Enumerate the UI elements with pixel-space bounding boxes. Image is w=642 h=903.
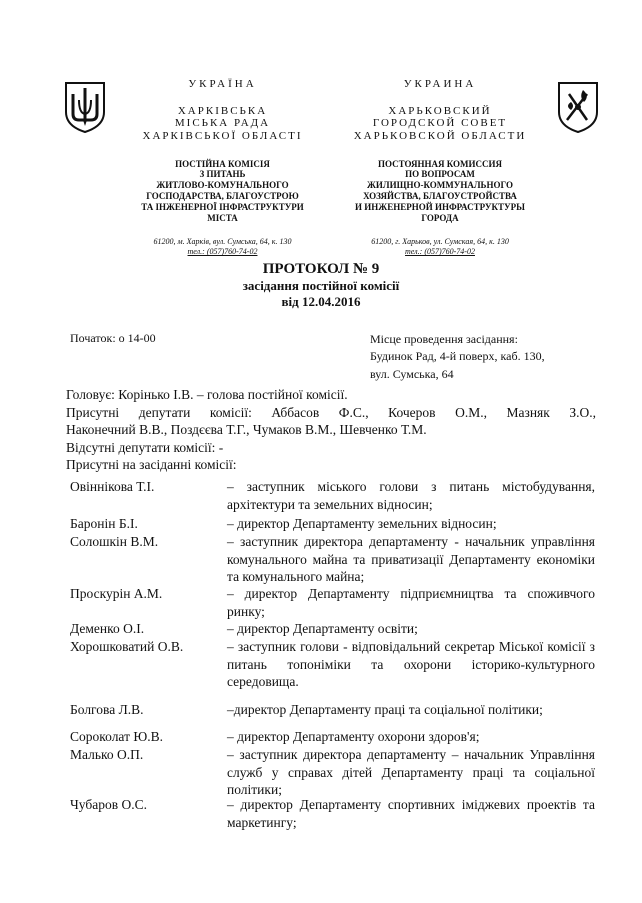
- absent-deputies-line: Відсутні депутати комісії: -: [66, 439, 224, 455]
- place-line: вул. Сумська, 64: [370, 366, 454, 381]
- country-name-ru: УКРАИНА: [403, 78, 477, 90]
- commission-line: З ПИТАНЬ: [199, 169, 246, 180]
- attendee-name: Баронін Б.І.: [70, 516, 138, 531]
- attendee-name: Хорошковатий О.В.: [70, 639, 184, 654]
- council-line: ХАРКІВСЬКА: [177, 104, 268, 117]
- commission-name-uk: [100, 159, 345, 224]
- attendee-name: Болгова Л.В.: [70, 702, 144, 717]
- attendee-name: Малько О.П.: [70, 747, 144, 762]
- meeting-date: від 12.04.2016: [281, 293, 361, 309]
- commission-line: ЖИТЛОВО-КОМУНАЛЬНОГО: [156, 180, 289, 191]
- council-line: МІСЬКА РАДА: [174, 117, 271, 130]
- attendee-role: – директор Департаменту освіти;: [227, 621, 418, 636]
- country-name-uk: УКРАЇНА: [188, 78, 257, 90]
- council-name-ru: [335, 105, 545, 143]
- attendee-role: – заступник голови - відповідальний секретар Міської комісії з питань топоніміки та охорони історико-культурного середовища.: [227, 639, 595, 690]
- address-line: 61200, м. Харків, вул. Сумська, 64, к. 130: [153, 237, 292, 247]
- attendee-role: – заступник директора департаменту – начальник Управління служб у справах дітей Департаменту праці та соціальної політики;: [227, 747, 595, 798]
- commission-line: ЖИЛИЩНО-КОММУНАЛЬНОГО: [366, 180, 514, 191]
- commission-line: ПОСТОЯННАЯ КОМИССИЯ: [377, 158, 503, 169]
- attendee-role: – директор Департаменту охорони здоров'я;: [227, 729, 480, 744]
- kharkiv-coat-of-arms-icon: [555, 80, 601, 134]
- protocol-number: ПРОТОКОЛ № 9: [262, 261, 380, 277]
- address-uk: [100, 237, 345, 257]
- commission-line: ГОРОДА: [421, 212, 459, 223]
- address-ru: [335, 237, 545, 257]
- address-line: 61200, г. Харьков, ул. Сумская, 64, к. 130: [371, 237, 509, 247]
- meeting-intro: [66, 386, 596, 474]
- attendee-role: – заступник директора департаменту - начальник управління комунального майна та приватизації Департаменту економіки та комунального майна;: [227, 534, 595, 585]
- commission-name-ru: [335, 159, 545, 224]
- place-line: Будинок Рад, 4-й поверх, каб. 130,: [370, 349, 545, 364]
- attendee-name: Солошкін В.М.: [70, 534, 159, 549]
- commission-line: И ИНЖЕНЕРНОЙ ИНФРАСТРУКТУРЫ: [355, 201, 525, 212]
- council-line: ГОРОДСКОЙ СОВЕТ: [372, 117, 508, 130]
- commission-line: ТА ІНЖЕНЕРНОЇ ІНФРАСТРУКТУРИ: [141, 201, 304, 212]
- attendee-name: Деменко О.І.: [70, 621, 145, 636]
- attendee-name: Проскурін А.М.: [70, 586, 163, 601]
- attendee-role: – директор Департаменту земельних відносин;: [227, 516, 497, 531]
- attendee-name: Сороколат Ю.В.: [70, 729, 163, 744]
- phone-line: тел.: (057)760-74-02: [187, 247, 258, 257]
- attendees-label: Присутні на засіданні комісії:: [66, 457, 237, 473]
- phone-line: тел.: (057)760-74-02: [405, 247, 475, 257]
- start-time: Початок: о 14-00: [70, 331, 156, 345]
- council-name-uk: [100, 105, 345, 143]
- commission-line: ХОЗЯЙСТВА, БЛАГОУСТРОЙСТВА: [363, 190, 517, 201]
- council-line: ХАРЬКОВСКОЙ ОБЛАСТИ: [353, 129, 527, 142]
- chair-line: Головує: Корінько І.В. – голова постійної комісії.: [66, 387, 348, 402]
- attendee-role: – директор Департаменту підприємництва та споживчого ринку;: [227, 586, 595, 619]
- present-deputies-line: Наконечний В.В., Поздєєва Т.Г., Чумаков В.М., Шевченко Т.М.: [66, 422, 427, 438]
- protocol-title: [0, 260, 642, 309]
- council-line: ХАРКІВСЬКОЇ ОБЛАСТІ: [142, 129, 303, 142]
- place-label: Місце проведення засідання:: [370, 332, 518, 346]
- attendee-role: –директор Департаменту праці та соціальної політики;: [227, 702, 543, 717]
- attendee-name: Овіннікова Т.І.: [70, 479, 155, 494]
- commission-line: ПОСТІЙНА КОМІСІЯ: [175, 158, 270, 169]
- attendee-role: – заступник міського голови з питань містобудування, архітектури та земельних відносин;: [227, 479, 595, 512]
- commission-line: ПО ВОПРОСАМ: [405, 169, 475, 180]
- meeting-place: [370, 331, 545, 383]
- attendee-role: – директор Департаменту спортивних іміджевих проектів та маркетингу;: [227, 797, 595, 830]
- letterhead-right: [335, 78, 545, 257]
- commission-line: ГОСПОДАРСТВА, БЛАГОУСТРОЮ: [146, 190, 299, 201]
- commission-line: МІСТА: [207, 212, 238, 223]
- meeting-subtitle: засідання постійної комісії: [242, 278, 400, 293]
- council-line: ХАРЬКОВСКИЙ: [388, 104, 492, 117]
- attendee-name: Чубаров О.С.: [70, 797, 147, 812]
- present-deputies-line: Присутні депутати комісії: Аббасов Ф.С., Кочеров О.М., Мазняк З.О.,: [66, 404, 596, 420]
- letterhead-left: [100, 78, 345, 257]
